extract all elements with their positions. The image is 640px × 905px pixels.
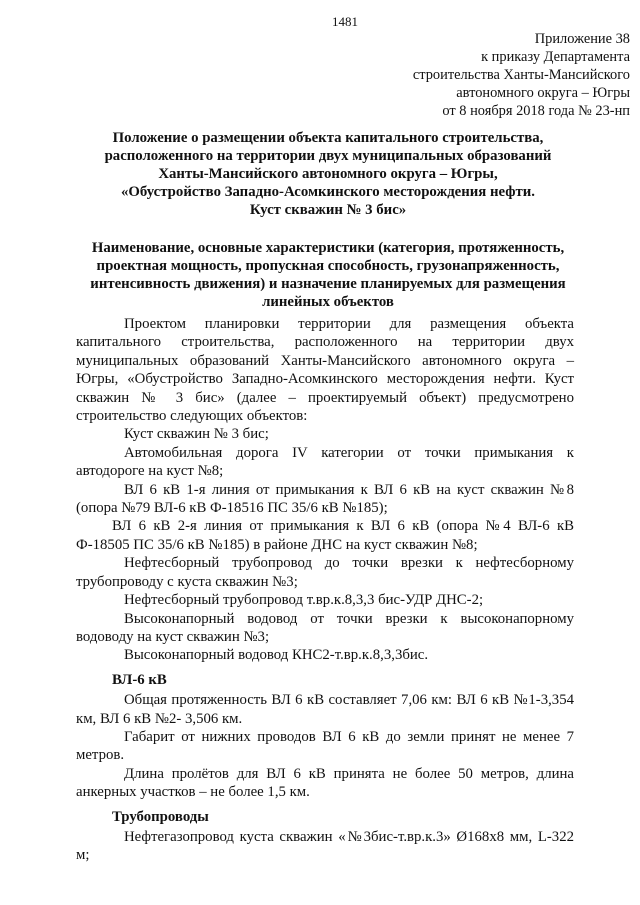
section-title-pipelines: Трубопроводы xyxy=(112,808,209,825)
object-item: ВЛ 6 кВ 2-я линия от примыкания к ВЛ 6 кВ (опора №4 ВЛ-6 кВ Ф-18505 ПС 35/6 кВ №185) в районе ДНС на куст скважин №8; xyxy=(76,518,574,553)
document-subtitle xyxy=(78,239,578,311)
vl-paragraph: Габарит от нижних проводов ВЛ 6 кВ до земли принят не менее 7 метров. xyxy=(76,728,574,764)
appendix-line: к приказу Департамента xyxy=(481,49,630,65)
title-line: Положение о размещении объекта капитального строительства, xyxy=(112,130,544,146)
appendix-line: автономного округа – Югры xyxy=(456,85,630,101)
object-item: Высоконапорный водовод от точки врезки к высоконапорному водоводу на куст скважин №3; xyxy=(76,610,574,645)
vl-paragraph: Длина пролётов для ВЛ 6 кВ принята не более 50 метров, длина анкерных участков – не более 1,5 км. xyxy=(76,765,574,801)
pipeline-paragraph: Нефтегазопровод куста скважин «№3бис-т.вр.к.3» Ø168х8 мм, L-322 м; xyxy=(76,828,574,864)
object-item: Нефтесборный трубопровод т.вр.к.8,3,3 бис-УДР ДНС-2; xyxy=(124,592,484,609)
appendix-reference xyxy=(390,30,630,120)
document-title xyxy=(78,129,578,219)
title-line: Ханты-Мансийского автономного округа – Югры, xyxy=(158,166,498,182)
subtitle-line: линейных объектов xyxy=(262,294,394,310)
title-line: Куст скважин № 3 бис» xyxy=(249,202,407,218)
document-body xyxy=(76,315,574,865)
appendix-line: Приложение 38 xyxy=(534,31,630,47)
subtitle-line: Наименование, основные характеристики (категория, протяженность, xyxy=(91,240,565,256)
intro-paragraph: Проектом планировки территории для размещения объекта капитального строительства, расположенного на территории двух муниципальных образований Ханты-Мансийского автономного округа – Югры, «Обустройство Западно-Асомкинского месторождения нефти. Куст скважин № 3 бис» (далее – проектируемый объект) предусмотрено строительство следующих объектов: xyxy=(76,316,574,425)
appendix-line: от 8 ноября 2018 года № 23-нп xyxy=(442,103,630,119)
title-line: расположенного на территории двух муниципальных образований xyxy=(104,148,552,164)
page-number: 1481 xyxy=(332,14,358,29)
object-item: Нефтесборный трубопровод до точки врезки к нефтесборному трубопроводу с куста скважин №3; xyxy=(76,555,574,590)
appendix-line: строительства Ханты-Мансийского xyxy=(412,67,630,83)
object-item: Высоконапорный водовод КНС2-т.вр.к.8,3,3бис. xyxy=(124,647,429,664)
subtitle-line: интенсивность движения) и назначение планируемых для размещения xyxy=(90,276,566,292)
title-line: «Обустройство Западно-Асомкинского месторождения нефти. xyxy=(120,184,536,200)
object-item: ВЛ 6 кВ 1-я линия от примыкания к ВЛ 6 кВ на куст скважин №8 (опора №79 ВЛ-6 кВ Ф-18516 ПС 35/6 кВ №185); xyxy=(76,481,574,517)
object-item: Автомобильная дорога IV категории от точки примыкания к автодороге на куст №8; xyxy=(76,444,574,480)
subtitle-line: проектная мощность, пропускная способность, грузонапряженность, xyxy=(96,258,560,274)
object-item: Куст скважин № 3 бис; xyxy=(124,426,269,443)
section-title-vl: ВЛ-6 кВ xyxy=(112,671,167,688)
vl-paragraph: Общая протяженность ВЛ 6 кВ составляет 7,06 км: ВЛ 6 кВ №1-3,354 км, ВЛ 6 кВ №2- 3,506 км. xyxy=(76,692,574,727)
